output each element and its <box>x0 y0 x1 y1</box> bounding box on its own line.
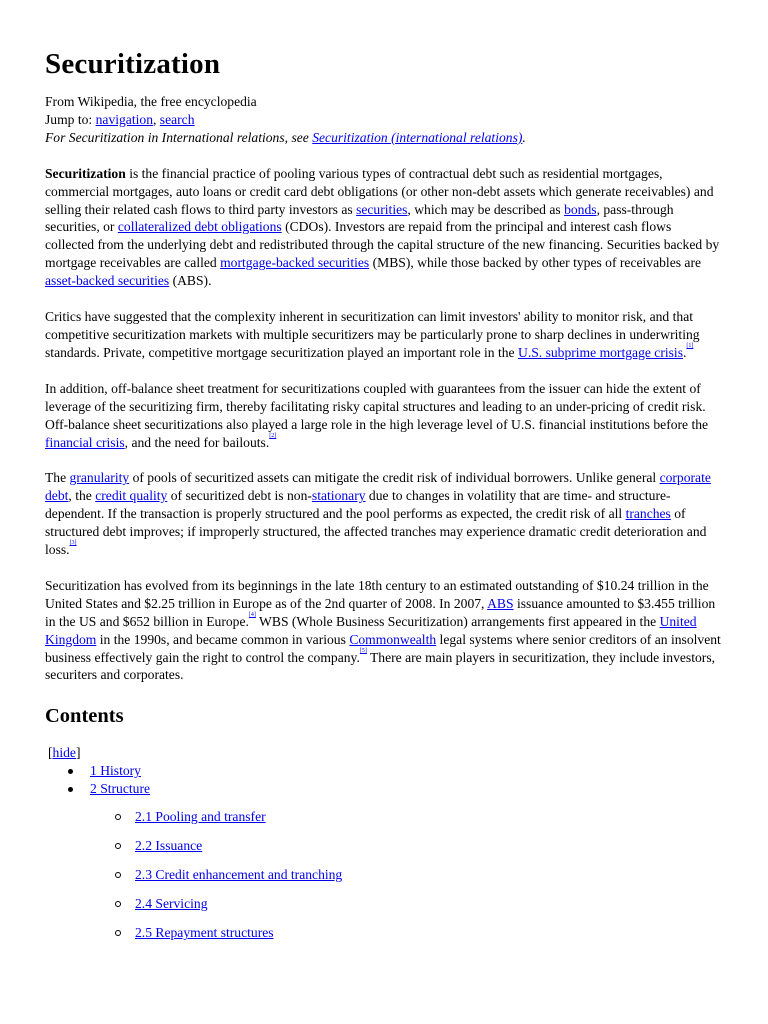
bracket-close: ] <box>75 745 81 761</box>
link-stationary[interactable]: stationary <box>311 488 366 504</box>
link-granularity[interactable]: granularity <box>69 470 130 486</box>
text-run: , which may be described as <box>407 201 565 217</box>
toc-subitem <box>45 895 723 924</box>
toc-subitem <box>45 808 723 837</box>
circle-bullet-icon <box>115 930 121 936</box>
circle-bullet-icon <box>115 814 121 820</box>
link-cdo[interactable]: collateralized debt obligations <box>117 219 282 235</box>
intro-paragraph-1 <box>45 165 723 290</box>
link-financial-crisis[interactable]: financial crisis <box>45 434 125 450</box>
text-run: is the financial practice of pooling various types of contractual debt such as residential mortgages, commercial mortgages, auto loans or credit card debt obligations (or other non-debt assets which generate receivables) and selling their related cash flows to third party investors as <box>45 165 714 217</box>
text-run: (CDOs). Investors are repaid from the principal and interest cash flows collected from the underlying debt and redistributed through the capital structure of the new financing. Securities backed by mortgage receivables are called <box>45 219 720 271</box>
table-of-contents <box>45 744 723 953</box>
text-run: in the 1990s, and became common in various <box>96 631 350 647</box>
text-run: Securitization has evolved from its beginnings in the late 18th century to an estimated outstanding of $10.24 trillion in the United States and $2.25 trillion in Europe as of the 2nd quarter of 2008. In 2007, <box>45 577 709 611</box>
bullet-icon <box>68 787 73 792</box>
circle-bullet-icon <box>115 901 121 907</box>
intro-paragraph-3 <box>45 380 723 452</box>
text-run: legal systems where senior creditors of an insolvent business effectively gain the right to control the company. <box>45 631 721 665</box>
text-run: of structured debt improves; if improperly structured, the affected tranches may experience dramatic credit deterioration and loss. <box>45 506 707 558</box>
text-run: of pools of securitized assets can mitigate the credit risk of individual borrowers. Unlike general <box>129 470 660 486</box>
bold-term: Securitization <box>45 165 126 181</box>
jump-separator: , <box>153 111 160 127</box>
toc-link-issuance[interactable]: 2.2 Issuance <box>135 838 203 854</box>
contents-heading: Contents <box>45 705 124 728</box>
toc-link-repayment[interactable]: 2.5 Repayment structures <box>135 925 274 941</box>
text-run: There are main players in securitization, they include investors, securiters and corporates. <box>45 649 716 683</box>
text-run: issuance amounted to $3.455 trillion in the US and $652 billion in Europe. <box>45 595 716 629</box>
text-run: WBS (Whole Business Securitization) arrangements first appeared in the <box>255 613 660 629</box>
text-run: , pass-through securities, or <box>45 201 674 235</box>
text-run: The <box>45 470 70 486</box>
hatnote-link[interactable]: Securitization (international relations) <box>312 129 523 145</box>
jump-navigation-link[interactable]: navigation <box>95 111 153 127</box>
text-run: , and the need for bailouts. <box>124 434 270 450</box>
text-run: due to changes in volatility that are time- and structure-dependent. If the transaction is properly structured and the pool performs as expected, the credit risk of all <box>45 488 671 522</box>
toc-link-pooling[interactable]: 2.1 Pooling and transfer <box>135 809 266 825</box>
toc-subitem <box>45 837 723 866</box>
toc-subitem <box>45 866 723 895</box>
toc-item-history <box>45 762 723 780</box>
link-mbs[interactable]: mortgage-backed securities <box>220 255 370 271</box>
bracket-open: [ <box>48 745 53 761</box>
hatnote <box>45 129 723 147</box>
toc-hide-link[interactable]: hide <box>52 745 76 761</box>
text-run: Critics have suggested that the complexity inherent in securitization can limit investors' ability to monitor risk, and that competitive securitization markets with multiple securitizers may be particularly prone to sharp declines in underwriting standards. Private, competitive mortgage securitization played an important role in the <box>45 309 700 360</box>
text-run: . <box>683 344 687 360</box>
intro-paragraph-5 <box>45 577 723 684</box>
text-run: In addition, off-balance sheet treatment for securitizations coupled with guarantees from the issuer can hide the extent of leverage of the securitizing firm, thereby facilitating risky capital structures and leading to an under-pricing of credit risk. Off-balance sheet securitizations also played a large role in the high leverage level of U.S. financial institutions before the <box>45 380 709 432</box>
intro-paragraph-4 <box>45 469 723 559</box>
jump-search-link[interactable]: search <box>159 111 195 127</box>
toc-link-credit-enhancement[interactable]: 2.3 Credit enhancement and tranching <box>135 867 343 883</box>
toc-link-history[interactable]: 1 History <box>90 763 141 779</box>
toc-subitem <box>45 924 723 953</box>
text-run: (MBS), while those backed by other types of receivables are <box>369 255 702 271</box>
link-corporate-debt[interactable]: corporate debt <box>45 470 711 504</box>
text-run: (ABS). <box>169 273 212 289</box>
toc-link-structure[interactable]: 2 Structure <box>90 781 151 797</box>
link-tranches[interactable]: tranches <box>625 506 671 522</box>
citation-1[interactable]: [1] <box>686 342 694 349</box>
circle-bullet-icon <box>115 843 121 849</box>
link-commonwealth[interactable]: Commonwealth <box>349 631 437 647</box>
citation-5[interactable]: [5] <box>359 647 367 654</box>
jump-prefix: Jump to: <box>45 111 96 127</box>
link-subprime-crisis[interactable]: U.S. subprime mortgage crisis <box>518 344 683 360</box>
link-securities[interactable]: securities <box>356 201 408 217</box>
link-credit-quality[interactable]: credit quality <box>95 488 168 504</box>
toc-item-structure <box>45 780 723 798</box>
circle-bullet-icon <box>115 872 121 878</box>
hatnote-suffix: . <box>522 129 526 145</box>
site-subtitle: From Wikipedia, the free encyclopedia <box>45 94 257 109</box>
citation-4[interactable]: [4] <box>248 611 256 618</box>
bullet-icon <box>68 769 73 774</box>
text-run: of securitized debt is non- <box>167 488 312 504</box>
citation-2[interactable]: [2] <box>269 432 277 439</box>
toc-toggle <box>48 744 723 762</box>
link-abs-issuance[interactable]: ABS <box>487 595 514 611</box>
text-run: , the <box>68 488 96 504</box>
jump-links <box>45 111 723 129</box>
link-bonds[interactable]: bonds <box>564 201 597 217</box>
citation-3[interactable]: [3] <box>69 540 77 547</box>
toc-link-servicing[interactable]: 2.4 Servicing <box>135 896 208 912</box>
hatnote-prefix: For Securitization in International relations, see <box>45 129 313 145</box>
intro-paragraph-2 <box>45 308 723 362</box>
link-united-kingdom[interactable]: United Kingdom <box>45 613 697 647</box>
page-title: Securitization <box>45 48 221 80</box>
link-abs[interactable]: asset-backed securities <box>45 273 170 289</box>
